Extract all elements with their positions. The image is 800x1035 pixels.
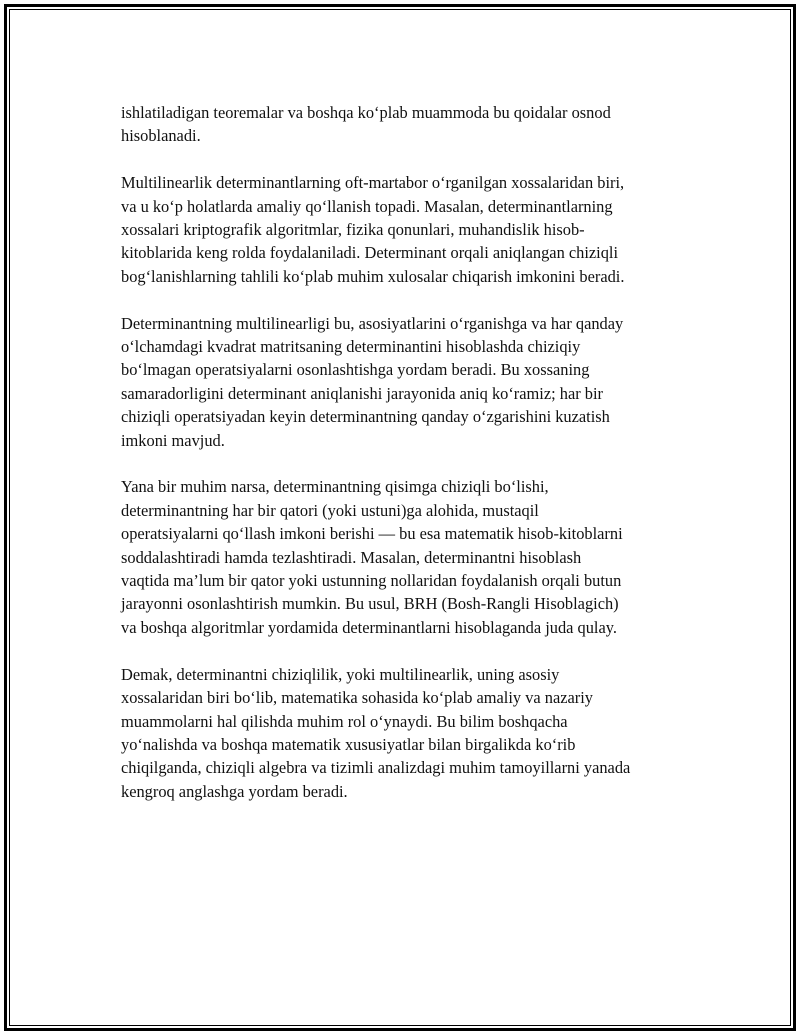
- paragraph-1: ishlatiladigan teoremalar va boshqa ko‘plab muammoda bu qoidalar osnod hisoblanadi.: [121, 103, 611, 146]
- document-body: [121, 101, 693, 827]
- paragraph-5: Demak, determinantni chiziqlilik, yoki multilinearlik, uning asosiy xossalaridan biri bo‘lib, matematika sohasida ko‘plab amaliy va nazariy muammolarni hal qilishda muhim rol o‘ynaydi. Bu bilim boshqacha yo‘nalishda va boshqa matematik xususiyatlar bilan birgalikda ko‘rib chiqilganda, chiziqli algebra va tizimli analizdagi muhim tamoyillarni yanada kengroq anglashga yordam beradi.: [121, 664, 631, 801]
- paragraph-3: Determinantning multilinearligi bu, asosiyatlarini o‘rganishga va har qanday o‘lchamdagi kvadrat matritsaning determinantini hisoblashda chiziqiy bo‘lmagan operatsiyalarni osonlashtishga yordam beradi. Bu xossaning samaradorligini determinant aniqlanishi jarayonida aniq ko‘ramiz; har bir chiziqli operatsiyadan keyin determinantning qanday o‘zgarishini kuzatish imkoni mavjud.: [121, 313, 624, 450]
- page-border: [4, 4, 796, 1031]
- paragraph-4: Yana bir muhim narsa, determinantning qisimga chiziqli bo‘lishi, determinantning har bir qatori (yoki ustuni)ga alohida, mustaqil operatsiyalarni qo‘llash imkoni berishi — bu esa matematik hisob-kitoblarni soddalashtiradi hamda tezlashtiradi. Masalan, determinantni hisoblash vaqtida ma’lum bir qator yoki ustunning nollaridan foydalanish orqali butun jarayonni osonlashtirish mumkin. Bu usul, BRH (Bosh-Rangli Hisoblagich) va boshqa algoritmlar yordamida determinantlarni hisoblaganda juda qulay.: [121, 477, 623, 637]
- paragraph-2: Multilinearlik determinantlarning oft-martabor o‘rganilgan xossalaridan biri, va u ko‘p holatlarda amaliy qo‘llanish topadi. Masalan, determinantlarning xossalari kriptografik algoritmlar, fizika qonunlari, muhandislik hisob- kitoblarida keng rolda foydalaniladi. Determinant orqali aniqlangan chiziqli bog‘lanishlarning tahlili ko‘plab muhim xulosalar chiqarish imkonini beradi.: [121, 173, 625, 286]
